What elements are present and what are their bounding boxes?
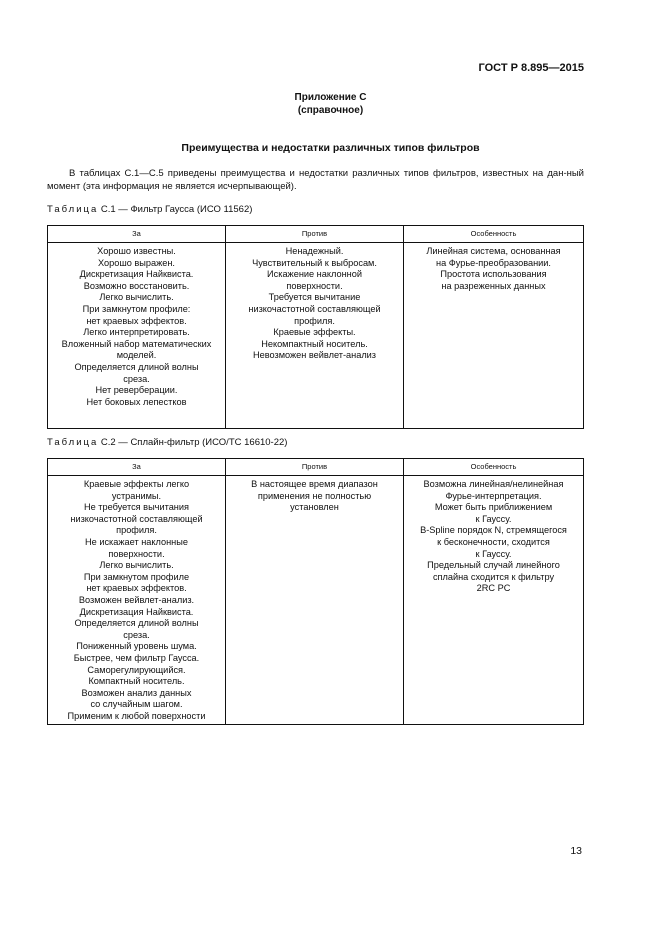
cell-line: среза. <box>123 373 150 384</box>
cell-line: Применим к любой поверхности <box>67 710 206 721</box>
cell-line: Возможна линейная/нелинейная <box>423 479 564 489</box>
table1-caption-text: С.1 — Фильтр Гаусса (ИСО 11562) <box>98 204 253 215</box>
cell-line: Саморегулирующийся. <box>87 664 186 675</box>
table1-caption <box>47 204 252 215</box>
cell-line: В настоящее время диапазон <box>251 479 378 489</box>
cell-line: профиля. <box>294 315 335 326</box>
cell-line: Некомпактный носитель. <box>261 338 368 349</box>
cell-line: Дискретизация Найквиста. <box>79 606 194 617</box>
cell-line: Легко вычислить. <box>99 292 174 303</box>
table1-cell-against <box>226 243 404 429</box>
table1-header-for: За <box>48 226 226 243</box>
cell-line: Линейная система, основанная <box>426 246 561 256</box>
table2-header-against: Против <box>226 459 404 476</box>
page-number: 13 <box>570 845 582 857</box>
cell-line: Не искажает наклонные <box>85 536 188 547</box>
cell-line: При замкнутом профиле: <box>82 303 191 314</box>
cell-line: Возможно восстановить. <box>83 280 190 291</box>
cell-line: Искажение наклонной <box>267 269 362 280</box>
cell-line: поверхности. <box>286 280 343 291</box>
table2-cell-against <box>226 476 404 725</box>
table1-cell-feature <box>404 243 584 429</box>
cell-line: низкочастотной составляющей <box>70 513 203 524</box>
cell-line: Дискретизация Найквиста. <box>79 269 194 280</box>
cell-line: установлен <box>290 502 339 513</box>
cell-line: нет краевых эффектов. <box>86 315 187 326</box>
cell-line: устранимы. <box>111 490 162 501</box>
cell-line: При замкнутом профиле <box>83 571 190 582</box>
table2-caption-label: Таблица <box>47 437 99 448</box>
cell-line: Простота использования <box>440 269 547 280</box>
cell-line: B-Spline порядок N, стремящегося <box>420 525 567 536</box>
cell-line: Хорошо известны. <box>97 246 176 256</box>
appendix-heading <box>0 91 661 117</box>
cell-line: Предельный случай линейного <box>427 560 560 571</box>
cell-line: Краевые эффекты легко <box>83 479 190 489</box>
cell-line: Возможен анализ данных <box>81 687 192 698</box>
cell-line: к бесконечности, сходится <box>437 536 550 547</box>
cell-line: со случайным шагом. <box>90 699 183 710</box>
table2-header-feature: Особенность <box>404 459 584 476</box>
table1-caption-label: Таблица <box>47 204 99 215</box>
cell-line: к Гауссу. <box>475 548 512 559</box>
cell-line: Нет боковых лепестков <box>86 396 187 407</box>
table1-cell-for <box>48 243 226 429</box>
cell-line: Ненадежный. <box>285 246 344 256</box>
cell-line: 2RC PC <box>476 583 511 594</box>
table1 <box>47 225 584 429</box>
cell-line: Чувствительный к выбросам. <box>252 257 377 268</box>
cell-line: к Гауссу. <box>475 513 512 524</box>
appendix-subtitle: (справочное) <box>297 105 364 116</box>
table2 <box>47 458 584 725</box>
cell-line: Компактный носитель. <box>88 676 185 687</box>
intro-paragraph: В таблицах С.1—С.5 приведены преимущества и недостатки различных типов фильтров, известных на дан-ный момент (эта информация не является исчерпывающей). <box>47 168 584 192</box>
cell-line: Не требуется вычитания <box>83 502 189 513</box>
cell-line: низкочастотной составляющей <box>248 303 381 314</box>
cell-line: Вложенный набор математических <box>61 338 212 349</box>
cell-line: Фурье-интерпретация. <box>445 490 542 501</box>
document-code: ГОСТ Р 8.895—2015 <box>478 62 584 74</box>
cell-line: среза. <box>123 629 150 640</box>
cell-line: Быстрее, чем фильтр Гаусса. <box>73 652 200 663</box>
cell-line: применения не полностью <box>257 490 372 501</box>
cell-line: Легко вычислить. <box>99 560 174 571</box>
table2-cell-for <box>48 476 226 725</box>
table2-caption-text: С.2 — Сплайн-фильтр (ИСО/ТС 16610-22) <box>98 437 288 448</box>
cell-line: Может быть приближением <box>434 502 553 513</box>
section-title: Преимущества и недостатки различных типов фильтров <box>181 142 480 154</box>
cell-line: моделей. <box>116 350 157 361</box>
table1-header-against: Против <box>226 226 404 243</box>
cell-line: профиля. <box>116 525 157 536</box>
table2-caption <box>47 437 287 448</box>
cell-line: Легко интерпретировать. <box>83 327 190 338</box>
table2-cell-feature <box>404 476 584 725</box>
table1-header-feature: Особенность <box>404 226 584 243</box>
cell-line: Возможен вейвлет-анализ. <box>78 594 195 605</box>
cell-line: на Фурье-преобразовании. <box>436 257 551 268</box>
appendix-title: Приложение С <box>294 92 367 103</box>
cell-line: Требуется вычитание <box>268 292 361 303</box>
cell-line: Нет реверберации. <box>95 385 178 396</box>
cell-line: Хорошо выражен. <box>98 257 175 268</box>
cell-line: Определяется длиной волны <box>74 361 199 372</box>
cell-line: Пониженный уровень шума. <box>76 641 197 652</box>
cell-line: нет краевых эффектов. <box>86 583 187 594</box>
table2-header-for: За <box>48 459 226 476</box>
cell-line: поверхности. <box>108 548 165 559</box>
cell-line: Определяется длиной волны <box>74 618 199 629</box>
cell-line: на разреженных данных <box>441 280 546 291</box>
cell-line: сплайна сходится к фильтру <box>432 571 555 582</box>
cell-line: Невозможен вейвлет-анализ <box>252 350 377 361</box>
cell-line: Краевые эффекты. <box>273 327 356 338</box>
